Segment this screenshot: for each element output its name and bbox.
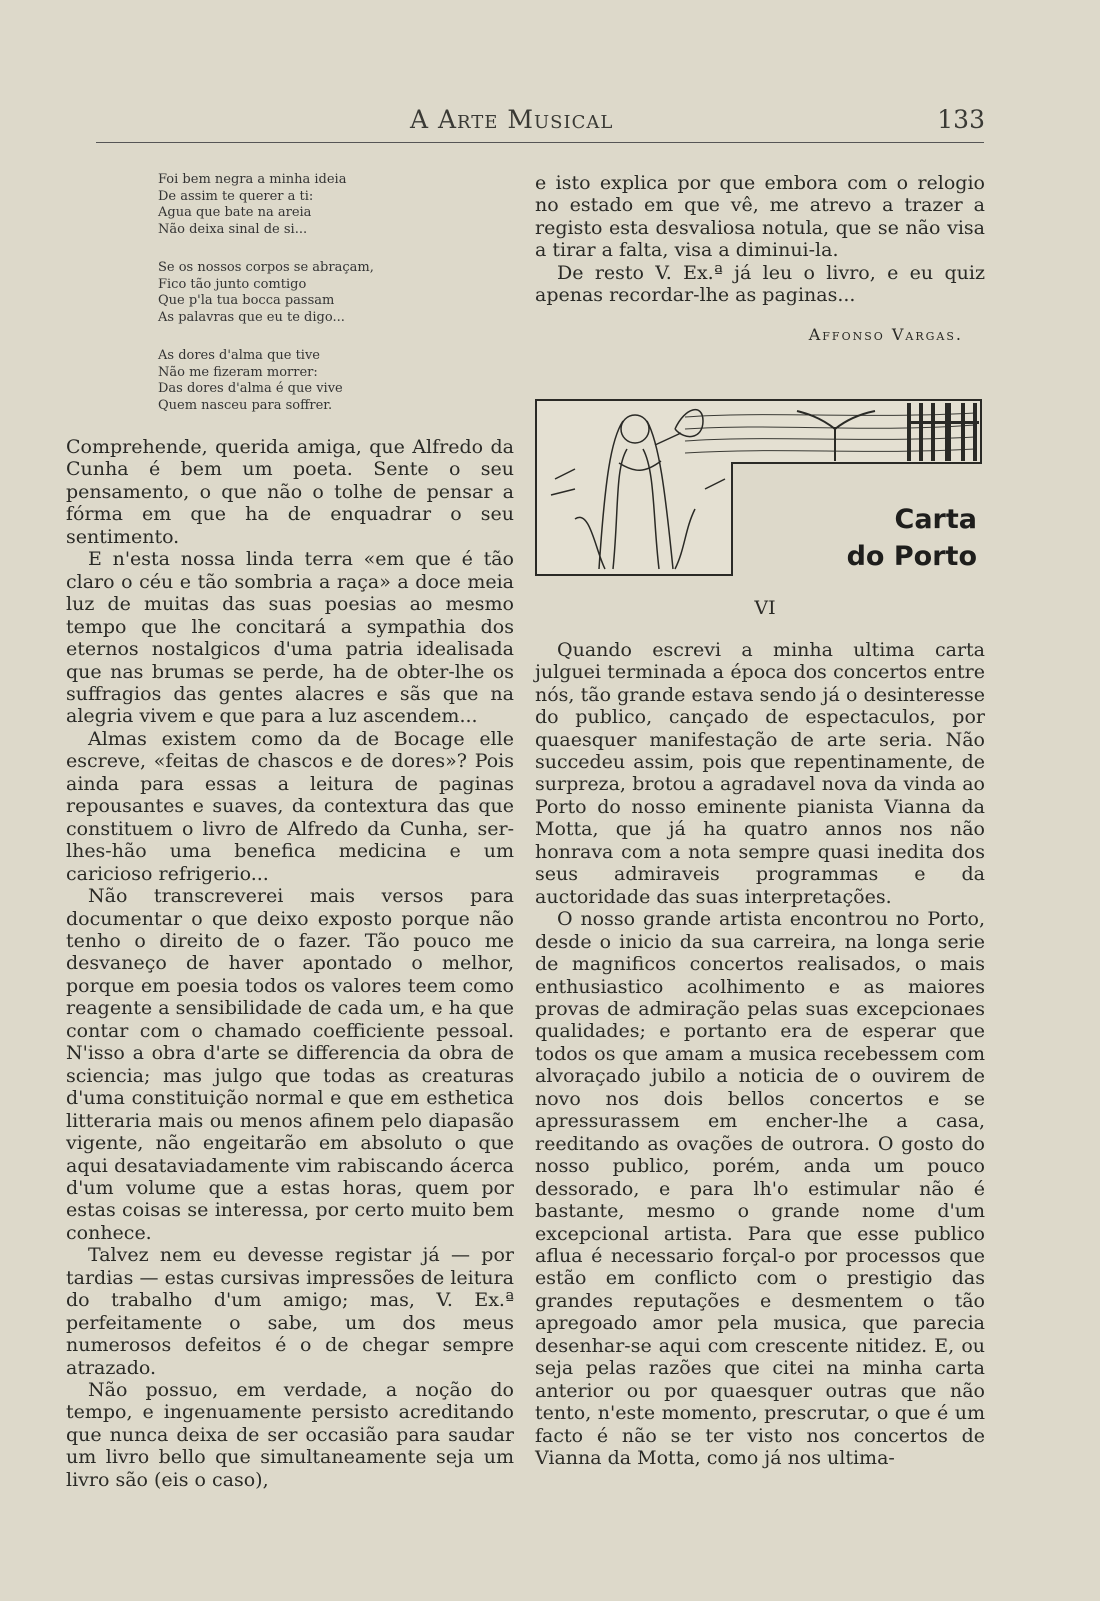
poem-line: Quem nasceu para soffrer. <box>158 397 333 413</box>
paragraph: e isto explica por que embora com o relogio no estado em que vê, me atrevo a trazer a registo esta desvaliosa notula, que se não visa a tirar a falta, visa a diminui-la. <box>535 172 985 262</box>
poem <box>158 172 514 414</box>
poem-line: As palavras que eu te digo... <box>158 309 345 325</box>
paragraph: Talvez nem eu devesse registar já — por tardias — estas cursivas impressões de leitura do trabalho d'um amigo; mas, V. Ex.ª perfeitamente o sabe, um dos meus numerosos defeitos é o de chegar sempre atrazado. <box>66 1244 514 1379</box>
paragraph: Não possuo, em verdade, a noção do tempo, e ingenuamente persisto acreditando que nunca deixa de ser occasião para saudar um livro bello que simultaneamente seja um livro são (eis o caso), <box>66 1379 514 1491</box>
poem-line: Fico tão junto comtigo <box>158 276 307 292</box>
paragraph: De resto V. Ex.ª já leu o livro, e eu quiz apenas recordar-lhe as paginas... <box>535 261 985 307</box>
section-title <box>847 501 977 575</box>
right-column <box>535 172 985 1469</box>
poem-line: Não deixa sinal de si... <box>158 221 308 237</box>
section-title-line: Carta <box>894 503 977 535</box>
paragraph: Quando escrevi a minha ultima carta julguei terminada a época dos concertos entre nós, tão grande estava sendo já o desinteresse do publico, cançado de espectaculos, por quaesquer manifestação de arte seria. Não succedeu assim, pois que repentinamente, de surpreza, brotou a agradavel nova da vinda ao Porto do nosso eminente pianista Vianna da Motta, que já ha quatro annos nos não honrava com a nota sempre quasi inedita dos seus admiraveis programmas e da auctoridade das suas interpretações. <box>535 638 985 908</box>
poem-stanza <box>158 260 514 326</box>
header-rule <box>96 142 984 143</box>
section-banner <box>535 399 983 579</box>
poem-line: Não me fizeram morrer: <box>158 364 318 380</box>
paragraph: Comprehende, querida amiga, que Alfredo da Cunha é bem um poeta. Sente o seu pensamento, o que não o tolhe de pensar a fórma em que ha de enquadrar o seu sentimento. <box>66 436 514 548</box>
left-column <box>66 172 514 1491</box>
right-top-text <box>535 172 985 307</box>
poem-line: Foi bem negra a minha ideia <box>158 172 347 187</box>
author-signature: Affonso Vargas. <box>808 324 963 344</box>
poem-stanza <box>158 348 514 414</box>
poem-stanza <box>158 172 514 238</box>
paragraph: Almas existem como da de Bocage elle escreve, «feitas de chascos e de dores»? Pois ainda para essas a leitura de paginas repousantes e suaves, da contextura das que constituem o livro de Alfredo da Cunha, ser-lhes-hão uma benefica medicina e um caricioso refrigerio... <box>66 727 514 885</box>
section-title-line: do Porto <box>846 540 977 572</box>
poem-line: As dores d'alma que tive <box>158 348 321 363</box>
left-body-text <box>66 436 514 1491</box>
page-number: 133 <box>937 105 985 134</box>
paragraph: E n'esta nossa linda terra «em que é tão claro o céu e tão sombria a raça» a doce meia luz de muitas das suas poesias ao mesmo tempo que lhe concitará a sympathia dos eternos nostalgicos d'uma patria idealisada que nas brumas se perde, ha de obter-lhe os suffragios das gentes alacres e sãs que na alegria vivem e que para a luz ascendem... <box>66 548 514 728</box>
poem-line: Agua que bate na areia <box>158 205 312 220</box>
running-header-title: A Arte Musical <box>410 105 614 134</box>
right-body-text <box>535 639 985 1470</box>
paragraph: Não transcreverei mais versos para documentar o que deixo exposto porque não tenho o direito de o fazer. Tão pouco me desvaneço de haver apontado o melhor, porque em poesia todos os valores teem como reagente a sensibilidade de cada um, e ha que contar com o chamado coefficiente pessoal. N'isso a obra d'arte se differencia da obra de sciencia; mas julgo que todas as creaturas d'uma constituição normal e que em esthetica litteraria mais ou menos afinem pelo diapasão vigente, não engeitarão em absoluto o que aqui desataviadamente vim rabiscando ácerca d'um volume que a estas horas, quem por estas coisas se interessa, por certo muito bem conhece. <box>66 885 514 1244</box>
poem-line: Das dores d'alma é que vive <box>158 381 343 396</box>
poem-line: Que p'la tua bocca passam <box>158 293 335 308</box>
poem-line: De assim te querer a ti: <box>158 188 314 204</box>
poem-line: Se os nossos corpos se abraçam, <box>158 260 374 275</box>
paragraph: O nosso grande artista encontrou no Porto, desde o inicio da sua carreira, na longa serie de magnificos concertos realisados, o mais enthusiastico acolhimento e as maiores provas de admiração pelas suas excepcionaes qualidades; e portanto era de esperar que todos os que amam a musica recebessem com alvoraçado jubilo a noticia de o ouvirem de novo nos dois bellos concertos e se apressurassem em encher-lhe a casa, reeditando as ovações de outrora. O gosto do nosso publico, porém, anda um pouco dessorado, e para lh'o estimular não é bastante, mesmo o grande nome d'um excepcional artista. Para que esse publico aflua é necessario forçal-o por processos que estão em conflicto com o prestigio das grandes reputações e desmentem o tão apregoado amor pela musica, que parecia desenhar-se aqui com crescente nitidez. E, ou seja pelas razões que citei na minha carta anterior ou por quaesquer outras que não tento, n'este momento, prescrutar, o que é um facto é não se ter visto nos concertos de Vianna da Motta, como já nos ultima- <box>535 908 985 1470</box>
section-number: VI <box>754 596 776 619</box>
